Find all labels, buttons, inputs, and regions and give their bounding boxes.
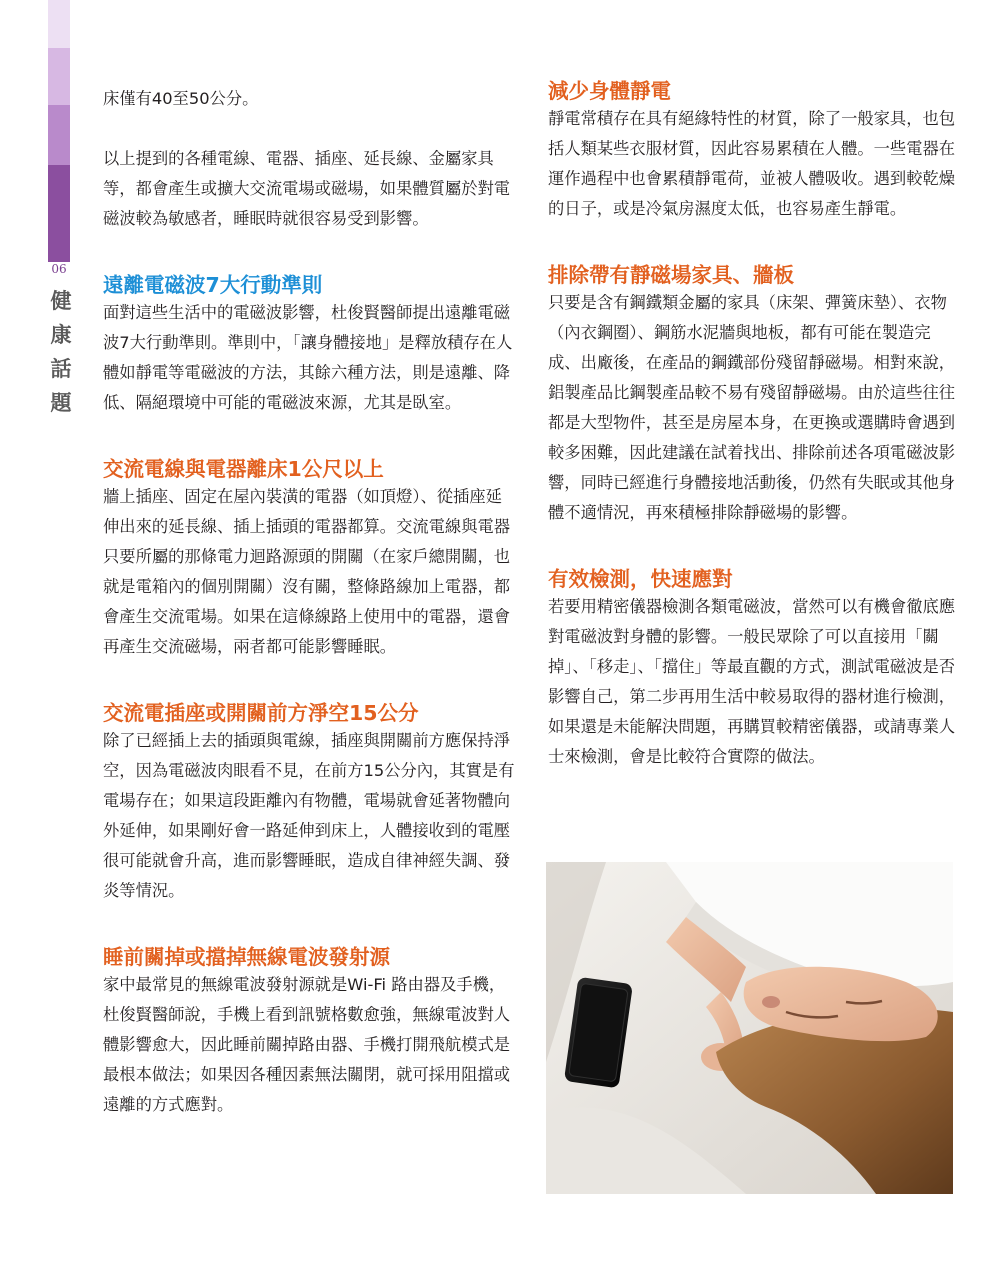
right-column <box>548 78 960 772</box>
tab-segment <box>48 0 70 48</box>
section-heading: 排除帶有靜磁場家具、牆板 <box>548 263 794 287</box>
page-number: 06 <box>51 262 67 276</box>
section-body: 若要用精密儀器檢測各類電磁波，當然可以有機會徹底應對電磁波對身體的影響。一般民眾除了可以直接用「關掉」、「移走」、「擋住」等最直觀的方式，測試電磁波是否影響自己，第二步再用生活中較易取得的器材進行檢測，如果還是未能解決問題，再購買較精密儀器，或請專業人士來檢測，會是比較符合實際的做法。 <box>548 597 956 766</box>
left-column <box>103 84 517 1120</box>
photo-illustration <box>546 862 953 1194</box>
section-body: 牆上插座、固定在屋內裝潢的電器（如頂燈）、從插座延伸出來的延長線、插上插頭的電器都算。交流電線與電器只要所屬的那條電力迴路源頭的開關（在家戶總開關，也就是電箱內的個別開關）沒有關，整條路線加上電器，都會產生交流電場。如果在這條線路上使用中的電器，還會再產生交流磁場，兩者都可能影響睡眠。 <box>103 487 511 656</box>
section-body: 除了已經插上去的插頭與電線，插座與開關前方應保持淨空，因為電磁波肉眼看不見，在前方15公分內，其實是有電場存在；如果這段距離內有物體，電場就會延著物體向外延伸，如果剛好會一路延伸到床上，人體接收到的電壓很可能就會升高，進而影響睡眠，造成自律神經失調、發炎等情況。 <box>103 731 515 900</box>
section-body: 面對這些生活中的電磁波影響，杜俊賢醫師提出遠離電磁波7大行動準則。準則中，「讓身體接地」是釋放積存在人體如靜電等電磁波的方法，其餘六種方法，則是遠離、降低、隔絕環境中可能的電磁波來源，尤其是臥室。 <box>103 303 513 412</box>
section-heading: 交流電線與電器離床1公尺以上 <box>103 457 384 481</box>
intro-paragraph: 以上提到的各種電線、電器、插座、延長線、金屬家具等，都會產生或擴大交流電場或磁場，如果體質屬於對電磁波較為敏感者，睡眠時就很容易受到影響。 <box>103 149 511 228</box>
section-heading: 遠離電磁波7大行動準則 <box>103 273 323 297</box>
tab-segment <box>48 105 70 165</box>
section-body: 靜電常積存在具有絕緣特性的材質，除了一般家具，也包括人類某些衣服材質，因此容易累積在人體。一些電器在運作過程中也會累積靜電荷，並被人體吸收。遇到較乾燥的日子，或是冷氣房濕度太低，也容易產生靜電。 <box>548 109 956 218</box>
section-heading: 交流電插座或開關前方淨空15公分 <box>103 701 419 725</box>
sleeping-woman-photo <box>546 862 953 1194</box>
section-title-vertical: 健康話題 <box>50 288 72 415</box>
tab-segment <box>48 165 70 262</box>
intro-tail-paragraph: 床僅有40至50公分。 <box>103 89 259 108</box>
section-heading: 睡前關掉或擋掉無線電波發射源 <box>103 945 390 969</box>
section-heading: 有效檢測，快速應對 <box>548 567 733 591</box>
section-body: 家中最常見的無線電波發射源就是Wi-Fi 路由器及手機，杜俊賢醫師說，手機上看到訊號格數愈強，無線電波對人體影響愈大，因此睡前關掉路由器、手機打開飛航模式是最根本做法；如果因各種因素無法關閉，就可採用阻擋或遠離的方式應對。 <box>103 975 511 1114</box>
tab-segment <box>48 48 70 105</box>
section-body: 只要是含有鋼鐵類金屬的家具（床架、彈簧床墊）、衣物（內衣鋼圈）、鋼筋水泥牆與地板，都有可能在製造完成、出廠後，在產品的鋼鐵部份殘留靜磁場。相對來說，鋁製產品比鋼製產品較不易有殘留靜磁場。由於這些往往都是大型物件，甚至是房屋本身，在更換或選購時會遇到較多困難，因此建議在試着找出、排除前述各項電磁波影響，同時已經進行身體接地活動後，仍然有失眠或其他身體不適情況，再來積極排除靜磁場的影響。 <box>548 293 956 522</box>
section-heading: 減少身體靜電 <box>548 79 671 103</box>
side-tab-strip <box>48 0 70 262</box>
